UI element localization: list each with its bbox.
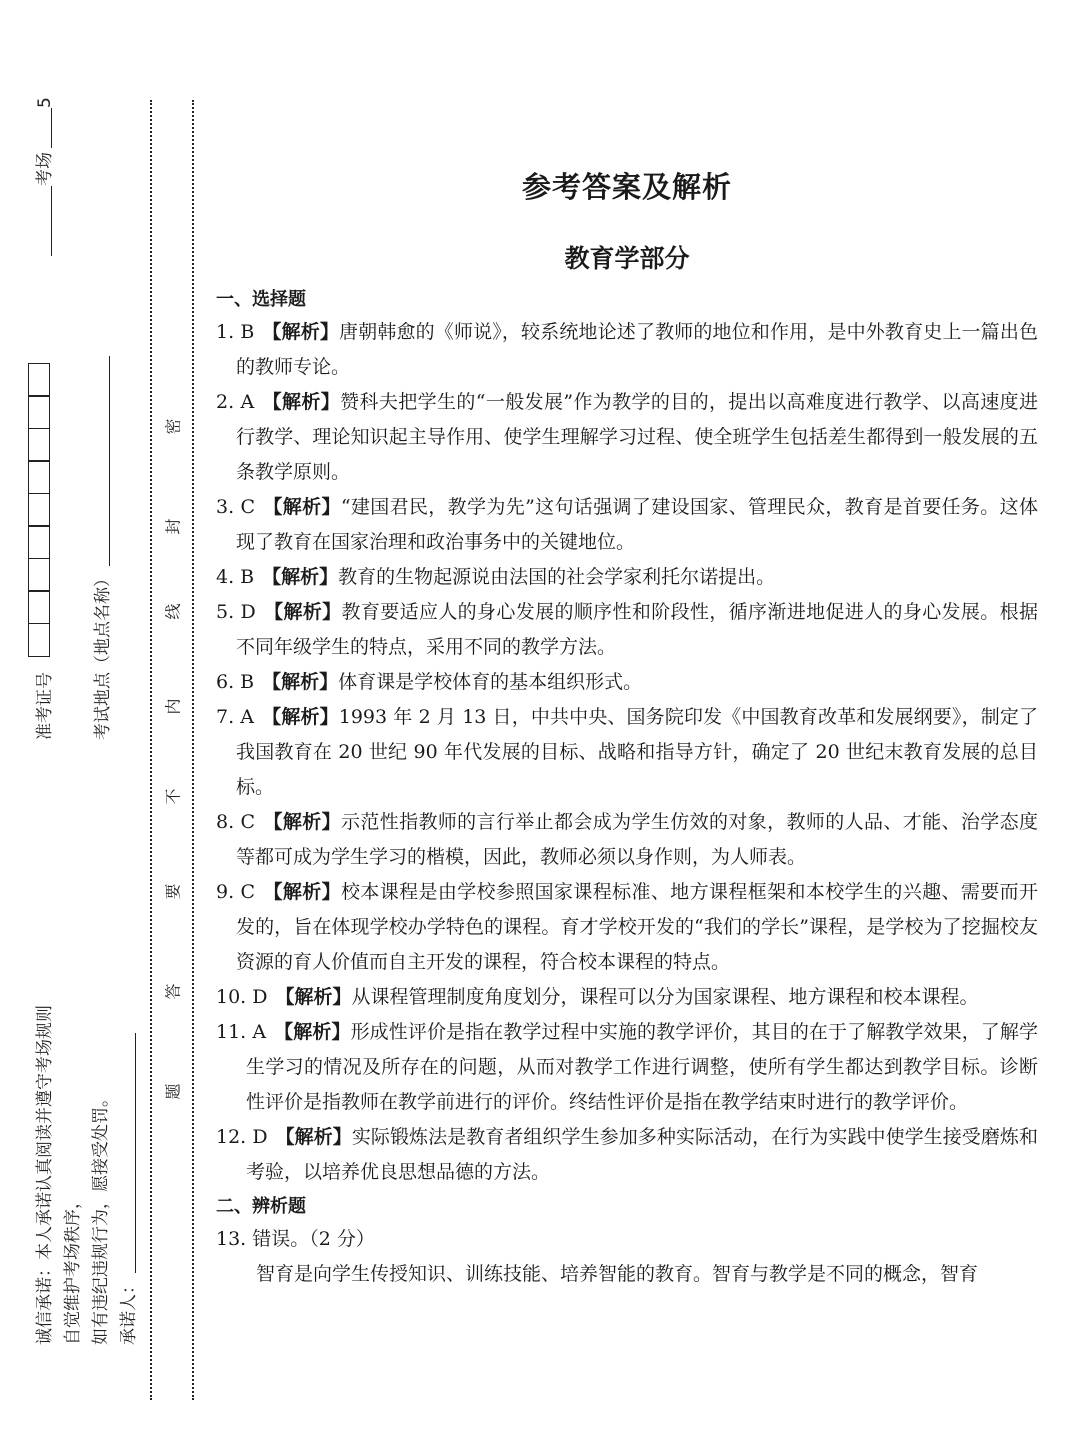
exam-room-field[interactable] — [30, 97, 55, 260]
seal-char: 题 — [163, 1083, 183, 1100]
answer-item: 12. D 【解析】实际锻炼法是教育者组织学生参加多种实际活动，在行为实践中使学生接受磨炼和考验，以培养优良思想品德的方法。 — [216, 1126, 1038, 1183]
answer-item: 5. D 【解析】教育要适应人的身心发展的顺序性和阶段性，循序渐进地促进人的身心发展。根据不同年级学生的特点，采用不同的教学方法。 — [216, 601, 1038, 658]
cut-line-outer — [192, 100, 194, 1400]
seal-char: 封 — [163, 518, 183, 535]
seal-char: 不 — [163, 788, 183, 805]
seal-char: 要 — [163, 883, 183, 900]
ticket-number-label: 准考证号 — [35, 672, 55, 740]
explanation-paragraph: 智育是向学生传授知识、训练技能、培养智能的教育。智育与教学是不同的概念，智育 — [256, 1263, 979, 1285]
exam-room-label: 考场 — [35, 152, 55, 186]
answer-item: 13. 错误。（2 分） — [216, 1228, 375, 1250]
answer-item: 3. C 【解析】“建国君民，教学为先”这句话强调了建设国家、管理民众，教育是首要任务。这体现了教育在国家治理和政治事务中的关键地位。 — [216, 496, 1038, 553]
exam-site-label: 考试地点（地点名称） — [93, 570, 113, 740]
answer-item: 1. B 【解析】唐朝韩愈的《师说》，较系统地论述了教师的地位和作用，是中外教育史上一篇出色的教师专论。 — [216, 321, 1038, 378]
signer-label: 承诺人： — [119, 1277, 139, 1345]
seal-char: 密 — [163, 418, 183, 435]
pledge-line-3: 如有违纪违规行为，愿接受处罚。 — [91, 1090, 111, 1345]
answer-item: 9. C 【解析】校本课程是由学校参照国家课程标准、地方课程框架和本校学生的兴趣、需要而开发的，旨在体现学校办学特色的课程。育才学校开发的“我们的学长”课程，是学校为了挖掘校友资源的育人价值而自主开发的课程，符合校本课程的特点。 — [216, 881, 1038, 973]
signer-field[interactable] — [114, 1033, 139, 1345]
answer-item: 2. A 【解析】赞科夫把学生的“一般发展”作为教学的目的，提出以高难度进行教学、以高速度进行教学、理论知识起主导作用、使学生理解学习过程、使全班学生包括差生都得到一般发展的五条教学原则。 — [216, 391, 1038, 483]
answer-item: 11. A 【解析】形成性评价是指在教学过程中实施的教学评价，其目的在于了解教学效果，了解学生学习的情况及所存在的问题，从而对教学工作进行调整，使所有学生都达到教学目标。诊断性评价是指教师在教学前进行的评价。终结性评价是指在教学结束时进行的教学评价。 — [216, 1021, 1038, 1113]
answer-item: 7. A 【解析】1993 年 2 月 13 日，中共中央、国务院印发《中国教育改革和发展纲要》，制定了我国教育在 20 世纪 90 年代发展的目标、战略和指导方针，确定了 20 世纪末教育发展的总目标。 — [216, 706, 1038, 798]
seal-char: 线 — [163, 603, 183, 620]
part2-heading: 二、辨析题 — [216, 1196, 306, 1217]
answer-item: 6. B 【解析】体育课是学校体育的基本组织形式。 — [216, 671, 643, 693]
binding-margin — [0, 0, 200, 1440]
seal-char: 内 — [163, 698, 183, 715]
answer-item: 8. C 【解析】示范性指教师的言行举止都会成为学生仿效的对象，教师的人品、才能、治学态度等都可成为学生学习的楷模，因此，教师必须以身作则，为人师表。 — [216, 811, 1038, 868]
answer-item: 10. D 【解析】从课程管理制度角度划分，课程可以分为国家课程、地方课程和校本课程。 — [216, 986, 979, 1008]
part1-heading: 一、选择题 — [216, 289, 306, 310]
section-title: 教育学部分 — [564, 244, 690, 273]
pledge-line-2: 自觉维护考场秩序， — [63, 1192, 83, 1345]
exam-room-value: 5 — [35, 97, 55, 108]
exam-site-field[interactable] — [88, 356, 113, 740]
page-title: 参考答案及解析 — [521, 170, 732, 204]
answer-content — [216, 165, 1038, 1292]
answer-item: 4. B 【解析】教育的生物起源说由法国的社会学家利托尔诺提出。 — [216, 566, 776, 588]
cut-line-inner — [150, 100, 152, 1400]
seal-char: 答 — [163, 983, 183, 1000]
pledge-line-1: 诚信承诺：本人承诺认真阅读并遵守考场规则 — [35, 1005, 55, 1345]
ticket-number-boxes[interactable] — [28, 364, 50, 657]
